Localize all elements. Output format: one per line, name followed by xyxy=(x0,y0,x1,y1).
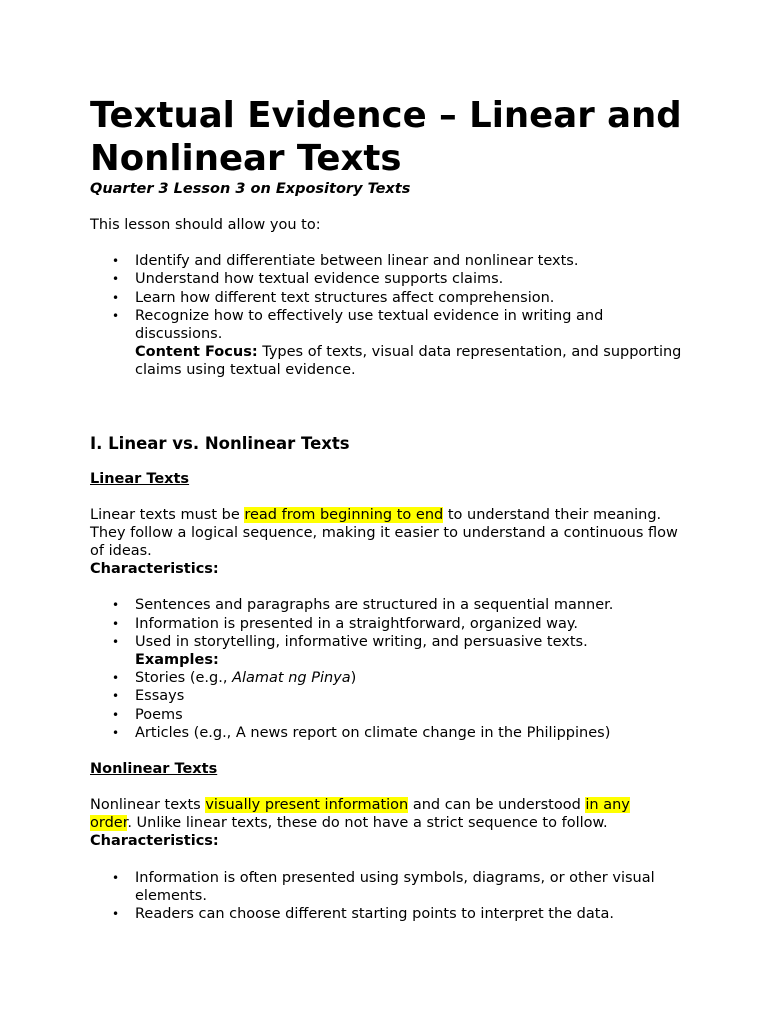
nonlinear-characteristics-list xyxy=(90,869,690,924)
characteristics-label: Characteristics: xyxy=(90,833,219,850)
list-item: • Identify and differentiate between linear and nonlinear texts. xyxy=(112,253,579,270)
nonlinear-description: Nonlinear texts visually present information and can be understood in any order. Unlike linear texts, these do not have a strict sequence to follow. xyxy=(90,797,630,832)
document-title: Textual Evidence – Linear and Nonlinear Texts xyxy=(90,95,682,179)
linear-texts-heading: Linear Texts xyxy=(90,470,190,487)
intro-text: This lesson should allow you to: xyxy=(90,217,321,233)
list-item: • Essays xyxy=(112,688,185,705)
linear-description: Linear texts must be read from beginning to end to understand their meaning. They follow a logical sequence, making it easier to understand a continuous flow of ideas. xyxy=(90,506,678,560)
objectives-list xyxy=(90,252,690,379)
list-item: • Recognize how to effectively use textual evidence in writing and discussions. Content Focus: Types of texts, visual data representation, and supporting claims using textual evidence. xyxy=(135,307,690,380)
section-heading: I. Linear vs. Nonlinear Texts xyxy=(90,433,350,453)
highlight: in any xyxy=(585,797,630,814)
list-item: • Poems xyxy=(112,706,183,723)
list-item: • Stories (e.g., Alamat ng Pinya) xyxy=(112,670,357,687)
list-item: • Understand how textual evidence supports claims. xyxy=(112,271,504,288)
highlight: visually present information xyxy=(205,797,409,814)
list-item: • Sentences and paragraphs are structured in a sequential manner. xyxy=(112,597,614,614)
list-item: • Readers can choose different starting points to interpret the data. xyxy=(112,906,614,923)
list-item: • Information is often presented using symbols, diagrams, or other visual elements. xyxy=(112,869,655,904)
content-focus: Content Focus: Types of texts, visual data representation, and supporting claims using textual evidence. xyxy=(135,344,682,379)
examples-label: Examples: xyxy=(135,652,219,669)
list-item: • Used in storytelling, informative writing, and persuasive texts. Examples: xyxy=(135,633,690,669)
linear-characteristics-list xyxy=(90,596,690,742)
list-item: • Information is presented in a straightforward, organized way. xyxy=(112,615,579,632)
document-subtitle: Quarter 3 Lesson 3 on Expository Texts xyxy=(90,181,411,197)
characteristics-label: Characteristics: xyxy=(90,561,219,578)
highlight: order xyxy=(90,815,128,832)
nonlinear-texts-heading: Nonlinear Texts xyxy=(90,761,218,778)
list-item: • Learn how different text structures affect comprehension. xyxy=(112,289,555,306)
list-item: • Articles (e.g., A news report on climate change in the Philippines) xyxy=(112,724,611,741)
document-page xyxy=(90,94,690,923)
highlight: read from beginning to end xyxy=(244,506,444,523)
